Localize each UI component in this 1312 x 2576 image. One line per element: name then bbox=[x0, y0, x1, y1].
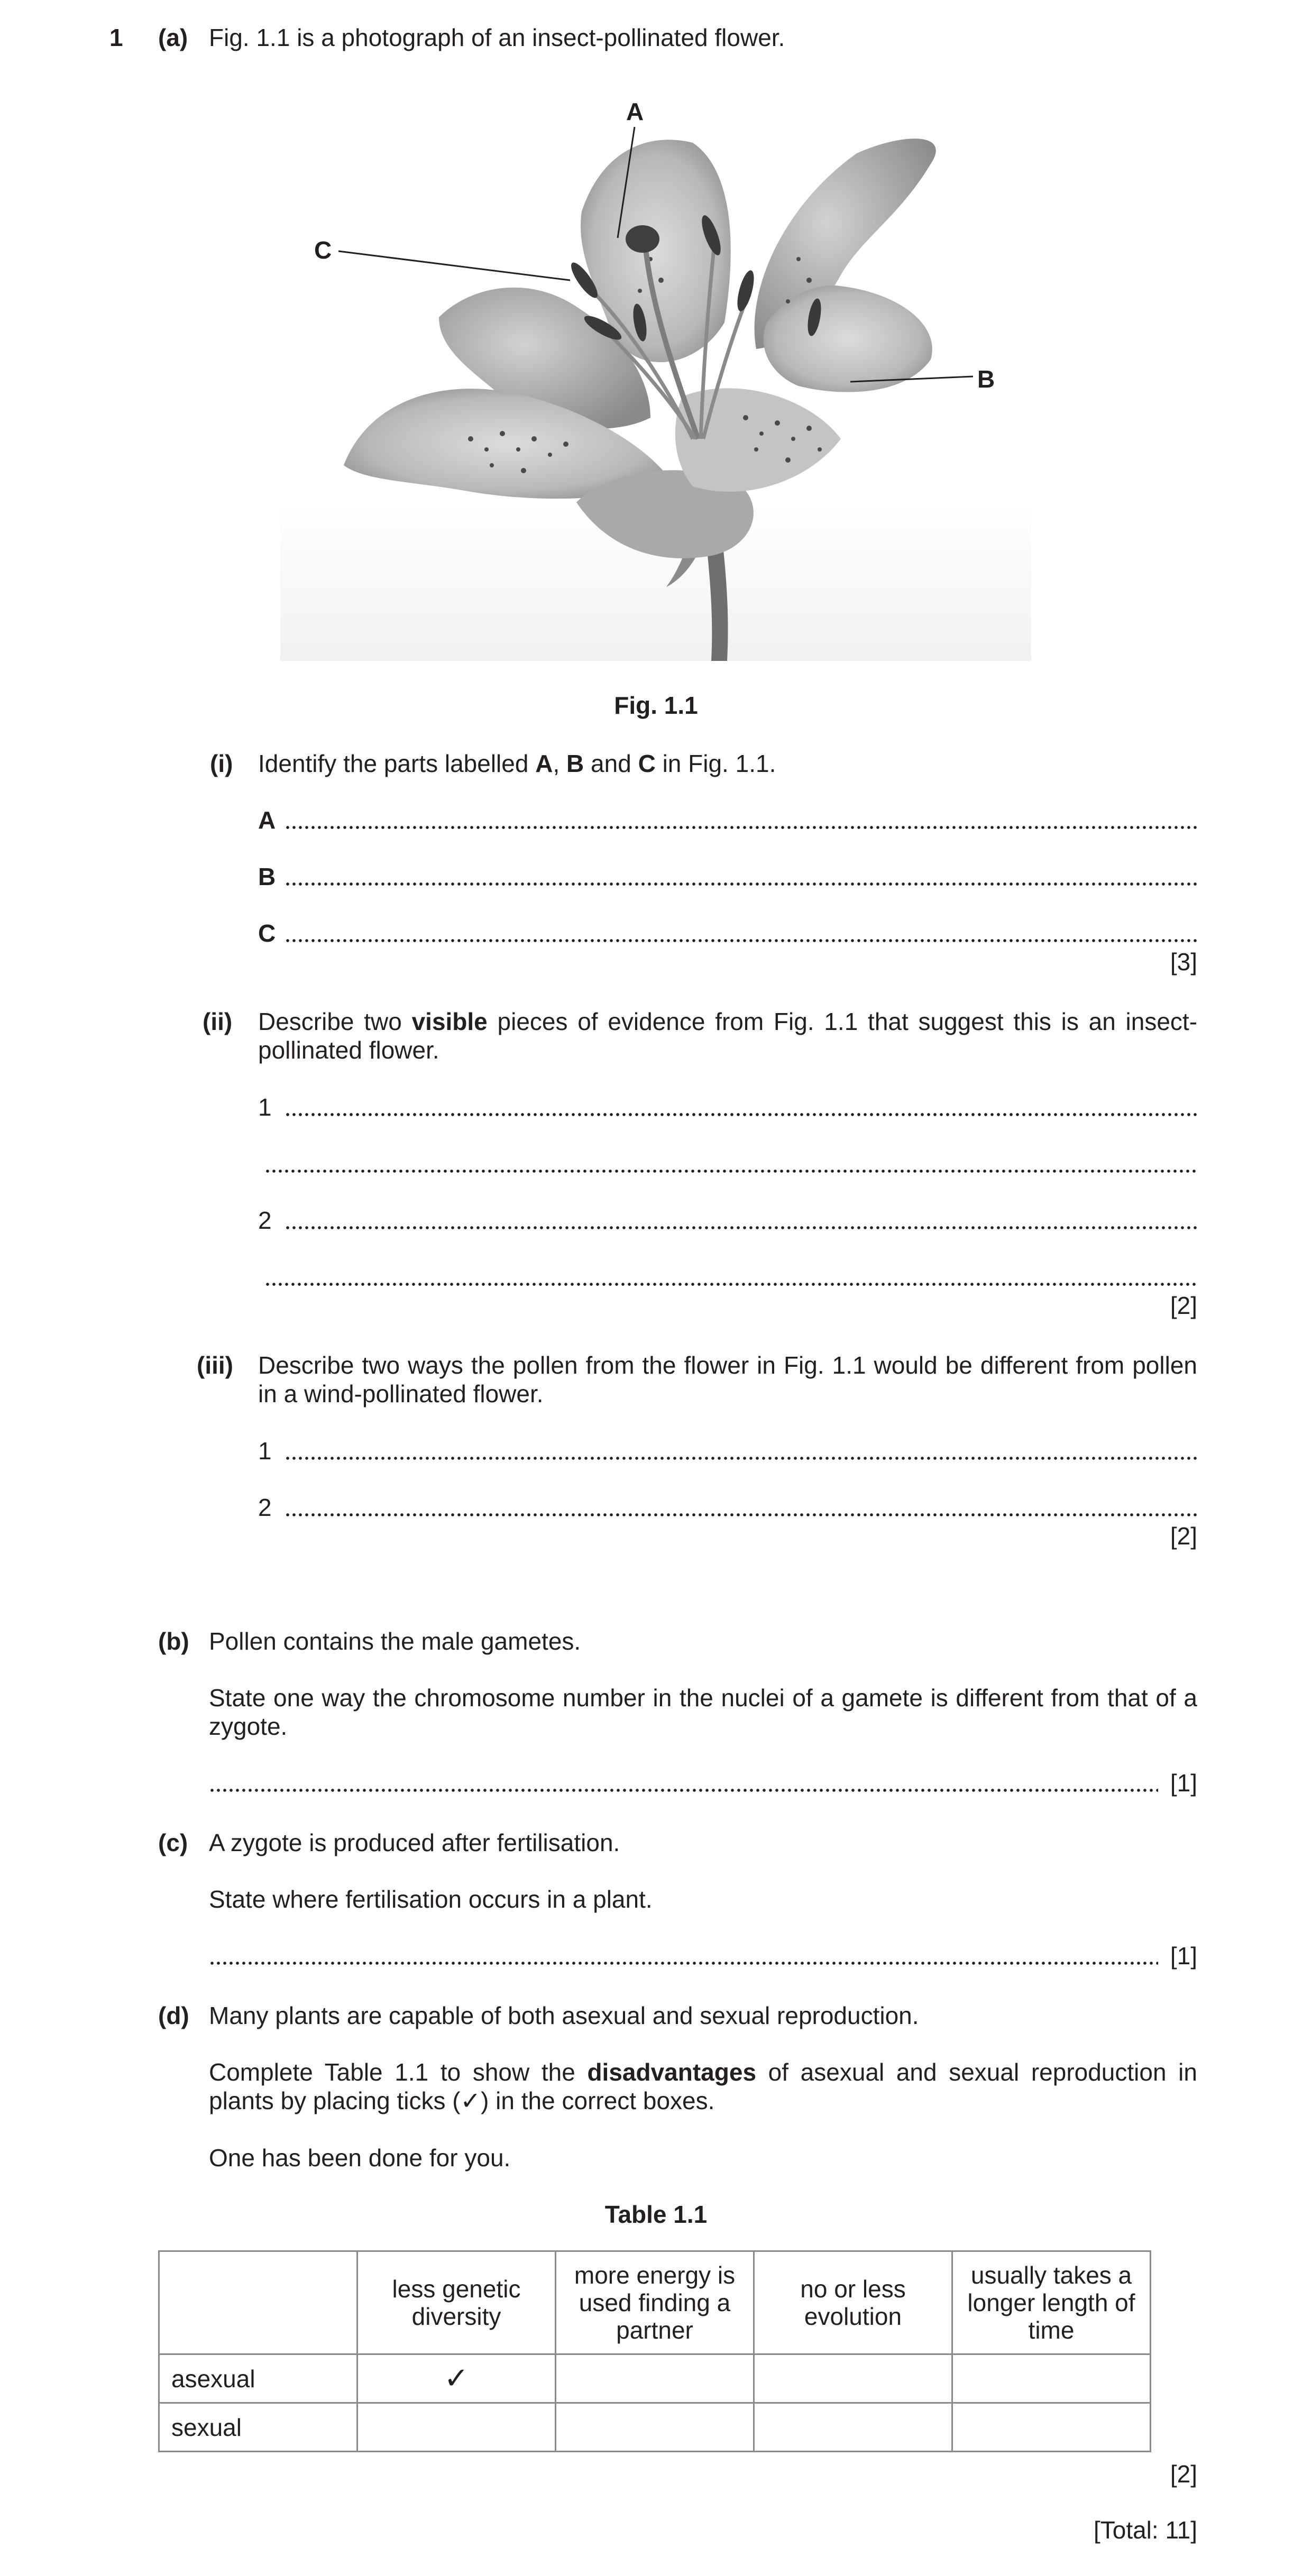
part-b-line1: Pollen contains the male gametes. bbox=[209, 1627, 581, 1655]
answer-line-b[interactable] bbox=[285, 882, 1197, 886]
part-b-marks: [1] bbox=[1170, 1769, 1197, 1797]
table-caption: Table 1.1 bbox=[604, 2201, 708, 2228]
answer-label-b: B bbox=[258, 863, 276, 890]
sub-ii-bold: visible bbox=[411, 1008, 488, 1035]
sub-iii-answer-line-2[interactable] bbox=[285, 1513, 1197, 1516]
sub-ii-answer-line-1a[interactable] bbox=[285, 1113, 1197, 1116]
sub-iii-answer-label-2: 2 bbox=[258, 1494, 272, 1521]
part-d-marks: [2] bbox=[1170, 2460, 1197, 2488]
part-b-line2: State one way the chromosome number in the nuclei of a gamete is different from that of a zygote. bbox=[209, 1684, 1197, 1740]
part-c-marks: [1] bbox=[1170, 1942, 1197, 1970]
part-c-line2: State where fertilisation occurs in a plant. bbox=[209, 1885, 653, 1913]
part-a-intro: Fig. 1.1 is a photograph of an insect-pollinated flower. bbox=[209, 24, 785, 51]
sub-ii-answer-line-1b[interactable] bbox=[264, 1170, 1197, 1173]
figure-label-lines bbox=[0, 0, 1312, 687]
sub-iii-answer-label-1: 1 bbox=[258, 1437, 272, 1465]
part-b-label: (b) bbox=[158, 1627, 189, 1655]
tick-cell[interactable]: ✓ bbox=[357, 2354, 556, 2403]
sub-i-sep1: , bbox=[553, 750, 567, 777]
sub-ii-answer-line-2b[interactable] bbox=[264, 1283, 1197, 1286]
part-d-line1: Many plants are capable of both asexual and sexual reproduction. bbox=[209, 2002, 919, 2029]
part-b-answer-line[interactable] bbox=[209, 1789, 1158, 1792]
sub-i-c: C bbox=[638, 750, 656, 777]
answer-label-c: C bbox=[258, 919, 276, 947]
sub-ii-label: (ii) bbox=[203, 1008, 233, 1035]
table-header-cell: no or less evolution bbox=[754, 2251, 952, 2354]
total-marks: [Total: 11] bbox=[1093, 2516, 1197, 2544]
sub-i-b: B bbox=[566, 750, 584, 777]
answer-line-c[interactable] bbox=[285, 939, 1197, 942]
sub-ii-answer-label-1: 1 bbox=[258, 1093, 272, 1121]
part-c-answer-line[interactable] bbox=[209, 1962, 1158, 1965]
sub-i-marks: [3] bbox=[1170, 948, 1197, 976]
part-c-line1: A zygote is produced after fertilisation. bbox=[209, 1829, 620, 1856]
part-d-line2-bold: disadvantages bbox=[587, 2058, 757, 2086]
tick-cell[interactable] bbox=[754, 2354, 952, 2403]
tick-cell[interactable] bbox=[357, 2403, 556, 2452]
sub-i-sep2: and bbox=[584, 750, 638, 777]
sub-i-text-end: in Fig. 1.1. bbox=[655, 750, 776, 777]
part-c-label: (c) bbox=[158, 1829, 188, 1856]
sub-ii-text-end: pieces of evidence from Fig. 1.1 that suggest this is an insect-pollinated flower. bbox=[258, 1008, 1198, 1064]
sub-i-text-start: Identify the parts labelled bbox=[258, 750, 536, 777]
sub-iii-answer-line-1[interactable] bbox=[285, 1457, 1197, 1460]
part-d-line2 bbox=[209, 2058, 1197, 2115]
sub-ii-answer-line-2a[interactable] bbox=[285, 1226, 1197, 1229]
part-a-label: (a) bbox=[158, 24, 188, 51]
tick-cell[interactable] bbox=[952, 2403, 1151, 2452]
figure-label-b: B bbox=[977, 365, 995, 393]
table-header-cell: usually takes a longer length of time bbox=[952, 2251, 1151, 2354]
table-row bbox=[159, 2403, 1151, 2452]
part-d-line3: One has been done for you. bbox=[209, 2144, 511, 2172]
figure-caption: Fig. 1.1 bbox=[614, 692, 698, 719]
figure-label-c: C bbox=[314, 236, 332, 264]
part-d-line2-end: of asexual and sexual reproduction in plants by placing ticks (✓) in the correct boxes. bbox=[209, 2058, 1197, 2114]
table-header-cell: more energy is used finding a partner bbox=[556, 2251, 754, 2354]
sub-ii-text-start: Describe two bbox=[258, 1008, 412, 1035]
sub-ii-question bbox=[258, 1007, 1197, 1064]
sub-iii-marks: [2] bbox=[1170, 1522, 1197, 1550]
sub-i-label: (i) bbox=[210, 750, 233, 777]
part-d-line2-start: Complete Table 1.1 to show the bbox=[209, 2058, 588, 2086]
table-header-row bbox=[159, 2251, 1151, 2354]
sub-iii-label: (iii) bbox=[197, 1351, 233, 1379]
tick-cell[interactable] bbox=[556, 2403, 754, 2452]
tick-cell[interactable] bbox=[556, 2354, 754, 2403]
figure-label-a: A bbox=[626, 98, 644, 125]
table-row bbox=[159, 2354, 1151, 2403]
answer-line-a[interactable] bbox=[285, 826, 1197, 829]
sub-ii-answer-label-2: 2 bbox=[258, 1207, 272, 1234]
row-label-sexual: sexual bbox=[159, 2403, 357, 2452]
sub-ii-marks: [2] bbox=[1170, 1292, 1197, 1319]
part-d-label: (d) bbox=[158, 2002, 189, 2029]
sub-i-question bbox=[258, 749, 776, 778]
answer-label-a: A bbox=[258, 806, 276, 834]
row-label-asexual: asexual bbox=[159, 2354, 357, 2403]
tick-cell[interactable] bbox=[754, 2403, 952, 2452]
sub-i-a: A bbox=[535, 750, 553, 777]
tick-cell[interactable] bbox=[952, 2354, 1151, 2403]
table-header-cell: less genetic diversity bbox=[357, 2251, 556, 2354]
sub-iii-question: Describe two ways the pollen from the flower in Fig. 1.1 would be different from pollen in a wind-pollinated flower. bbox=[258, 1351, 1197, 1407]
table-1-1 bbox=[158, 2250, 1151, 2452]
question-number: 1 bbox=[109, 24, 123, 51]
table-header-cell bbox=[159, 2251, 357, 2354]
